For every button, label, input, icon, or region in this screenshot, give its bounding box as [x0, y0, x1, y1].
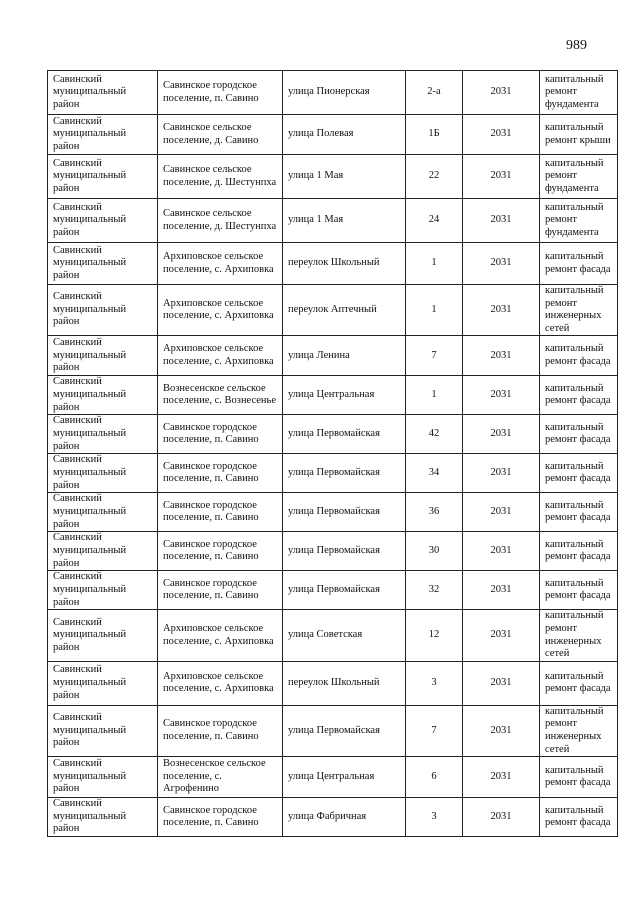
house-number-cell: 7	[406, 336, 463, 376]
street-cell: улица Первомайская	[283, 532, 406, 571]
house-number-cell: 32	[406, 571, 463, 610]
table-row	[48, 336, 618, 376]
district-cell: Савинский муниципальный район	[48, 155, 158, 199]
settlement-cell: Архиповское сельское поселение, с. Архиповка	[158, 243, 283, 285]
district-cell: Савинский муниципальный район	[48, 71, 158, 115]
work-type-cell: капитальный ремонт инженерных сетей	[540, 285, 618, 336]
house-number-cell: 1	[406, 243, 463, 285]
house-number-cell: 42	[406, 415, 463, 454]
year-cell: 2031	[463, 115, 540, 155]
year-cell: 2031	[463, 71, 540, 115]
street-cell: улица Первомайская	[283, 705, 406, 756]
table-row	[48, 661, 618, 705]
table-row	[48, 493, 618, 532]
house-number-cell: 30	[406, 532, 463, 571]
work-type-cell: капитальный ремонт фасада	[540, 757, 618, 798]
year-cell: 2031	[463, 571, 540, 610]
settlement-cell: Архиповское сельское поселение, с. Архиповка	[158, 661, 283, 705]
street-cell: улица Центральная	[283, 376, 406, 415]
street-cell: улица Пионерская	[283, 71, 406, 115]
district-cell: Савинский муниципальный район	[48, 571, 158, 610]
settlement-cell: Вознесенское сельское поселение, с. Агрофенино	[158, 757, 283, 798]
house-number-cell: 22	[406, 155, 463, 199]
district-cell: Савинский муниципальный район	[48, 376, 158, 415]
table-row	[48, 532, 618, 571]
page-number: 989	[566, 38, 587, 53]
work-type-cell: капитальный ремонт фундамента	[540, 155, 618, 199]
house-number-cell: 34	[406, 454, 463, 493]
settlement-cell: Архиповское сельское поселение, с. Архиповка	[158, 336, 283, 376]
settlement-cell: Савинское городское поселение, п. Савино	[158, 415, 283, 454]
district-cell: Савинский муниципальный район	[48, 243, 158, 285]
year-cell: 2031	[463, 610, 540, 661]
district-cell: Савинский муниципальный район	[48, 798, 158, 837]
year-cell: 2031	[463, 415, 540, 454]
street-cell: улица Центральная	[283, 757, 406, 798]
work-type-cell: капитальный ремонт фасада	[540, 571, 618, 610]
street-cell: переулок Школьный	[283, 661, 406, 705]
work-type-cell: капитальный ремонт инженерных сетей	[540, 705, 618, 756]
settlement-cell: Савинское сельское поселение, д. Шестунпха	[158, 199, 283, 243]
settlement-cell: Архиповское сельское поселение, с. Архиповка	[158, 285, 283, 336]
work-type-cell: капитальный ремонт фасада	[540, 454, 618, 493]
year-cell: 2031	[463, 705, 540, 756]
street-cell: улица Фабричная	[283, 798, 406, 837]
district-cell: Савинский муниципальный район	[48, 705, 158, 756]
work-type-cell: капитальный ремонт инженерных сетей	[540, 610, 618, 661]
street-cell: переулок Аптечный	[283, 285, 406, 336]
year-cell: 2031	[463, 661, 540, 705]
street-cell: переулок Школьный	[283, 243, 406, 285]
district-cell: Савинский муниципальный район	[48, 610, 158, 661]
year-cell: 2031	[463, 532, 540, 571]
table-row	[48, 798, 618, 837]
table-row	[48, 757, 618, 798]
work-type-cell: капитальный ремонт фасада	[540, 415, 618, 454]
house-number-cell: 7	[406, 705, 463, 756]
settlement-cell: Савинское городское поселение, п. Савино	[158, 705, 283, 756]
work-type-cell: капитальный ремонт фасада	[540, 493, 618, 532]
street-cell: улица Первомайская	[283, 415, 406, 454]
year-cell: 2031	[463, 336, 540, 376]
house-number-cell: 3	[406, 798, 463, 837]
street-cell: улица Первомайская	[283, 454, 406, 493]
settlement-cell: Савинское городское поселение, п. Савино	[158, 493, 283, 532]
year-cell: 2031	[463, 798, 540, 837]
house-number-cell: 36	[406, 493, 463, 532]
table-row	[48, 571, 618, 610]
work-type-cell: капитальный ремонт фасада	[540, 798, 618, 837]
housing-repair-table	[47, 70, 618, 837]
table-row	[48, 285, 618, 336]
table-row	[48, 454, 618, 493]
table-row	[48, 115, 618, 155]
year-cell: 2031	[463, 155, 540, 199]
settlement-cell: Савинское городское поселение, п. Савино	[158, 71, 283, 115]
settlement-cell: Вознесенское сельское поселение, с. Вознесенье	[158, 376, 283, 415]
house-number-cell: 3	[406, 661, 463, 705]
work-type-cell: капитальный ремонт фундамента	[540, 71, 618, 115]
work-type-cell: капитальный ремонт фасада	[540, 336, 618, 376]
street-cell: улица 1 Мая	[283, 199, 406, 243]
house-number-cell: 6	[406, 757, 463, 798]
year-cell: 2031	[463, 757, 540, 798]
work-type-cell: капитальный ремонт крыши	[540, 115, 618, 155]
district-cell: Савинский муниципальный район	[48, 336, 158, 376]
street-cell: улица 1 Мая	[283, 155, 406, 199]
year-cell: 2031	[463, 199, 540, 243]
work-type-cell: капитальный ремонт фасада	[540, 661, 618, 705]
street-cell: улица Ленина	[283, 336, 406, 376]
table-row	[48, 155, 618, 199]
settlement-cell: Савинское городское поселение, п. Савино	[158, 454, 283, 493]
district-cell: Савинский муниципальный район	[48, 415, 158, 454]
table-row	[48, 243, 618, 285]
district-cell: Савинский муниципальный район	[48, 454, 158, 493]
district-cell: Савинский муниципальный район	[48, 661, 158, 705]
work-type-cell: капитальный ремонт фасада	[540, 532, 618, 571]
table-row	[48, 705, 618, 756]
table-row	[48, 199, 618, 243]
table-body	[48, 71, 618, 837]
table-row	[48, 415, 618, 454]
settlement-cell: Архиповское сельское поселение, с. Архиповка	[158, 610, 283, 661]
street-cell: улица Первомайская	[283, 493, 406, 532]
district-cell: Савинский муниципальный район	[48, 493, 158, 532]
house-number-cell: 2-а	[406, 71, 463, 115]
street-cell: улица Первомайская	[283, 571, 406, 610]
year-cell: 2031	[463, 376, 540, 415]
street-cell: улица Советская	[283, 610, 406, 661]
settlement-cell: Савинское сельское поселение, д. Шестунпха	[158, 155, 283, 199]
district-cell: Савинский муниципальный район	[48, 532, 158, 571]
year-cell: 2031	[463, 493, 540, 532]
district-cell: Савинский муниципальный район	[48, 285, 158, 336]
house-number-cell: 1	[406, 285, 463, 336]
work-type-cell: капитальный ремонт фасада	[540, 376, 618, 415]
house-number-cell: 12	[406, 610, 463, 661]
table-row	[48, 71, 618, 115]
street-cell: улица Полевая	[283, 115, 406, 155]
settlement-cell: Савинское сельское поселение, д. Савино	[158, 115, 283, 155]
settlement-cell: Савинское городское поселение, п. Савино	[158, 571, 283, 610]
table-row	[48, 610, 618, 661]
table-row	[48, 376, 618, 415]
district-cell: Савинский муниципальный район	[48, 199, 158, 243]
year-cell: 2031	[463, 285, 540, 336]
house-number-cell: 24	[406, 199, 463, 243]
year-cell: 2031	[463, 243, 540, 285]
house-number-cell: 1	[406, 376, 463, 415]
settlement-cell: Савинское городское поселение, п. Савино	[158, 532, 283, 571]
house-number-cell: 1Б	[406, 115, 463, 155]
year-cell: 2031	[463, 454, 540, 493]
work-type-cell: капитальный ремонт фундамента	[540, 199, 618, 243]
settlement-cell: Савинское городское поселение, п. Савино	[158, 798, 283, 837]
district-cell: Савинский муниципальный район	[48, 757, 158, 798]
district-cell: Савинский муниципальный район	[48, 115, 158, 155]
work-type-cell: капитальный ремонт фасада	[540, 243, 618, 285]
